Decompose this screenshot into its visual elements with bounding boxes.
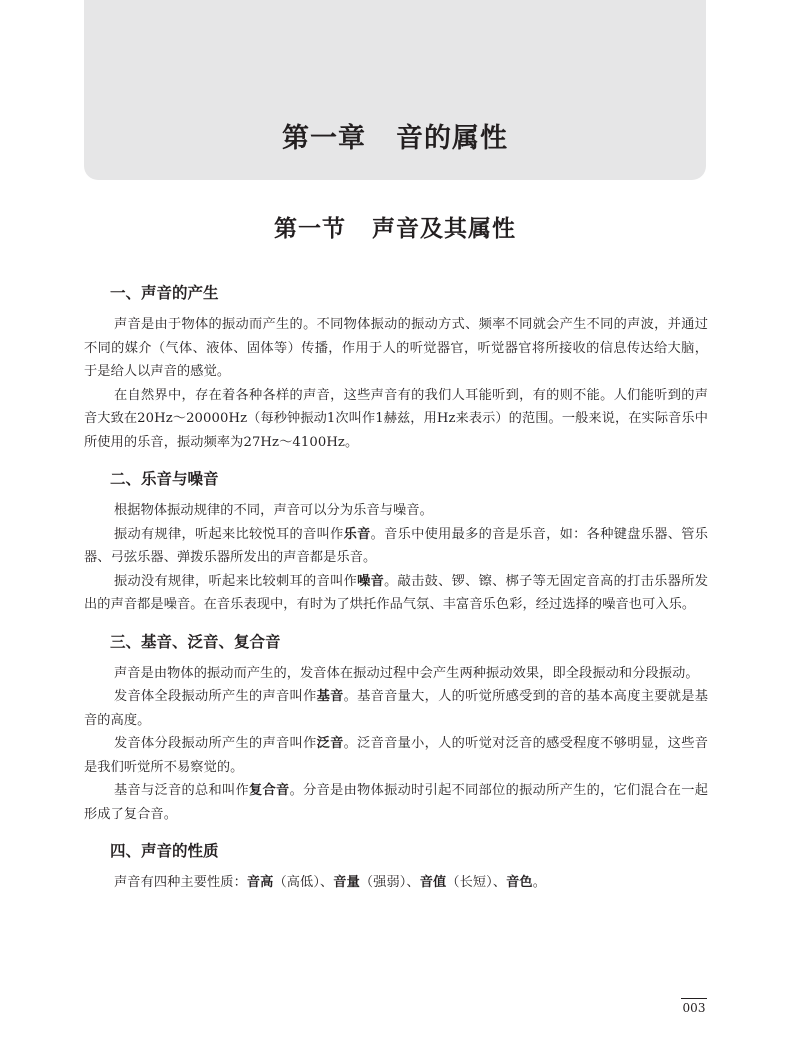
paragraph: 声音是由于物体的振动而产生的。不同物体振动的振动方式、频率不同就会产生不同的声波，并通过不同的媒介（气体、液体、固体等）传播，作用于人的听觉器官，听觉器官将所接收的信息传达给大脑，于是给人以声音的感觉。: [84, 317, 708, 379]
paragraph: 发音体全段振动所产生的声音叫作基音。基音音量大，人的听觉所感受到的音的基本高度主要就是基音的高度。: [84, 689, 709, 728]
page-body: [84, 280, 708, 895]
term-complex-tone: 复合音: [249, 783, 290, 798]
term-timbre: 音色: [506, 875, 533, 890]
term-volume: 音量: [333, 875, 360, 890]
term-musical-tone: 乐音: [343, 526, 371, 542]
page-number: 003: [681, 998, 707, 1015]
paragraph: 在自然界中，存在着各种各样的声音，这些声音有的我们人耳能听到，有的则不能。人们能听到的声音大致在20Hz～20000Hz（每秒钟振动1次叫作1赫兹，用Hz来表示）的范围。一般来说，在实际音乐中所使用的乐音，振动频率为27Hz～4100Hz。: [84, 387, 708, 450]
paragraph: 发音体分段振动所产生的声音叫作泛音。泛音音量小，人的听觉对泛音的感受程度不够明显，这些音是我们听觉所不易察觉的。: [84, 736, 709, 775]
section-name: 声音及其属性: [372, 216, 516, 242]
chapter-number: 第一章: [282, 123, 366, 154]
heading-fundamental-overtone: 三、基音、泛音、复合音: [110, 632, 281, 651]
term-pitch: 音高: [246, 875, 274, 890]
chapter-name: 音的属性: [396, 123, 508, 154]
chapter-title: [0, 116, 790, 155]
paragraph: 根据物体振动规律的不同，声音可以分为乐音与噪音。: [114, 503, 433, 518]
term-duration: 音值: [419, 875, 447, 890]
paragraph: 振动有规律，听起来比较悦耳的音叫作乐音。音乐中使用最多的音是乐音，如：各种键盘乐器、管乐器、弓弦乐器、弹拨乐器所发出的声音都是乐音。: [84, 526, 709, 565]
paragraph: 声音是由物体的振动而产生的，发音体在振动过程中会产生两种振动效果，即全段振动和分段振动。: [114, 665, 699, 681]
term-noise: 噪音: [357, 573, 385, 589]
paragraph: 振动没有规律，听起来比较刺耳的音叫作噪音。敲击鼓、锣、镲、梆子等无固定音高的打击乐器所发出的声音都是噪音。在音乐表现中，有时为了烘托作品气氛、丰富音乐色彩，经过选择的噪音也可入乐。: [84, 573, 708, 612]
paragraph: 基音与泛音的总和叫作复合音。分音是由物体振动时引起不同部位的振动所产生的，它们混合在一起形成了复合音。: [84, 783, 708, 822]
section-number: 第一节: [274, 216, 346, 242]
heading-sound-properties: 四、声音的性质: [110, 842, 219, 860]
term-fundamental: 基音: [316, 689, 344, 704]
heading-sound-production: 一、声音的产生: [110, 284, 219, 302]
heading-musical-tone-noise: 二、乐音与噪音: [110, 470, 219, 488]
term-overtone: 泛音: [316, 736, 344, 751]
section-title: [0, 210, 790, 243]
paragraph: 声音有四种主要性质：音高（高低）、音量（强弱）、音值（长短）、音色。: [114, 875, 547, 890]
